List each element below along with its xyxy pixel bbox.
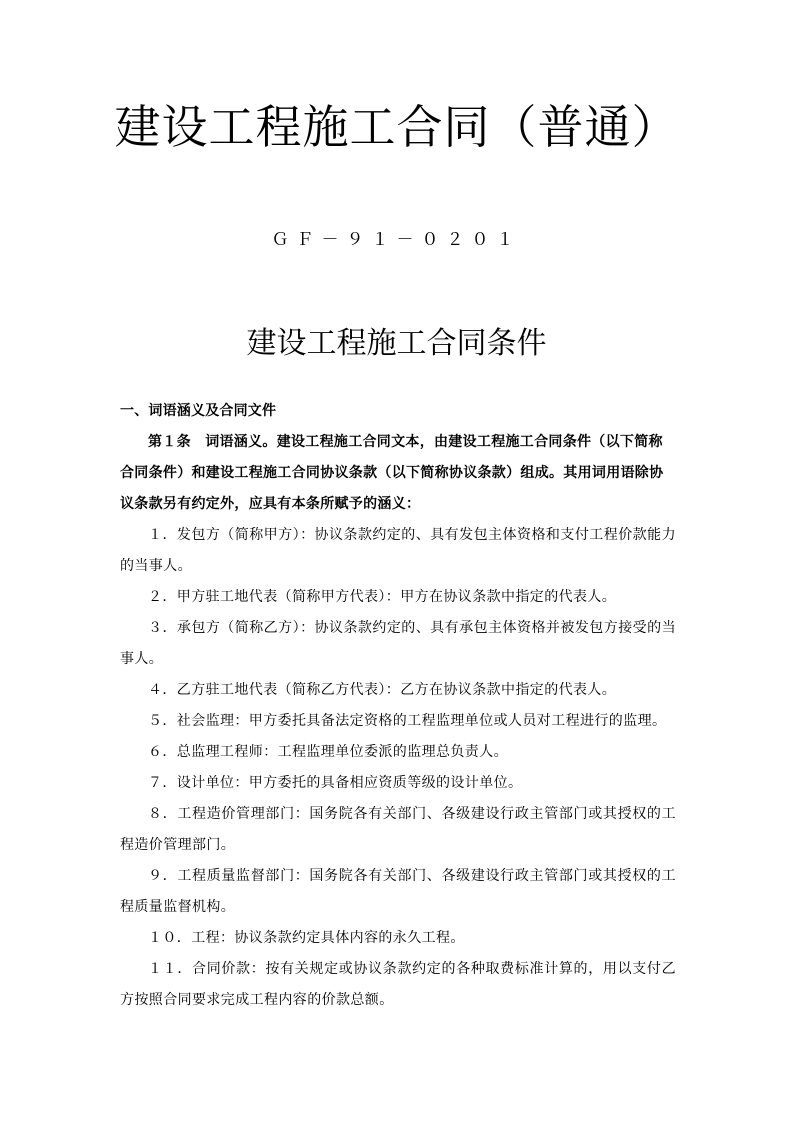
document-subtitle: 建设工程施工合同条件 xyxy=(246,326,547,361)
definition-item: ６．总监理工程师：工程监理单位委派的监理总负责人。 xyxy=(148,744,508,760)
section-heading: 一、词语涵义及合同文件 xyxy=(120,403,277,419)
definition-item: ５．社会监理：甲方委托具备法定资格的工程监理单位或人员对工程进行的监理。 xyxy=(148,713,667,729)
definition-item: ３．承包方（简称乙方）：协议条款约定的、具有承包主体资格并被发包方接受的当事人。 xyxy=(120,620,676,667)
definition-item: ２．甲方驻工地代表（简称甲方代表）：甲方在协议条款中指定的代表人。 xyxy=(148,589,617,605)
definition-item: ９．工程质量监督部门：国务院各有关部门、各级建设行政主管部门或其授权的工程质量监督机构。 xyxy=(120,868,676,915)
definition-item: １０．工程：协议条款约定具体内容的永久工程。 xyxy=(148,930,465,946)
definition-item: ４．乙方驻工地代表（简称乙方代表）：乙方在协议条款中指定的代表人。 xyxy=(148,682,617,698)
definition-item: ７．设计单位：甲方委托的具备相应资质等级的设计单位。 xyxy=(148,775,523,791)
definition-item: １．发包方（简称甲方）：协议条款约定的、具有发包主体资格和支付工程价款能力的当事人。 xyxy=(120,527,676,574)
contract-code: ＧＦ－９１－０２０１ xyxy=(271,230,522,250)
document-title: 建设工程施工合同（普通） xyxy=(114,100,679,154)
article-1: 第１条 词语涵义。建设工程施工合同文本，由建设工程施工合同条件（以下简称合同条件）和建设工程施工合同协议条款（以下简称协议条款）组成。其用词用语除协议条款另有约定外，应具有本条所赋予的涵义： xyxy=(120,434,664,512)
definition-item: ８．工程造价管理部门：国务院各有关部门、各级建设行政主管部门或其授权的工程造价管理部门。 xyxy=(120,806,676,853)
definition-item: １１．合同价款：按有关规定或协议条款约定的各种取费标准计算的，用以支付乙方按照合同要求完成工程内容的价款总额。 xyxy=(120,961,676,1008)
document-body xyxy=(120,396,676,1016)
